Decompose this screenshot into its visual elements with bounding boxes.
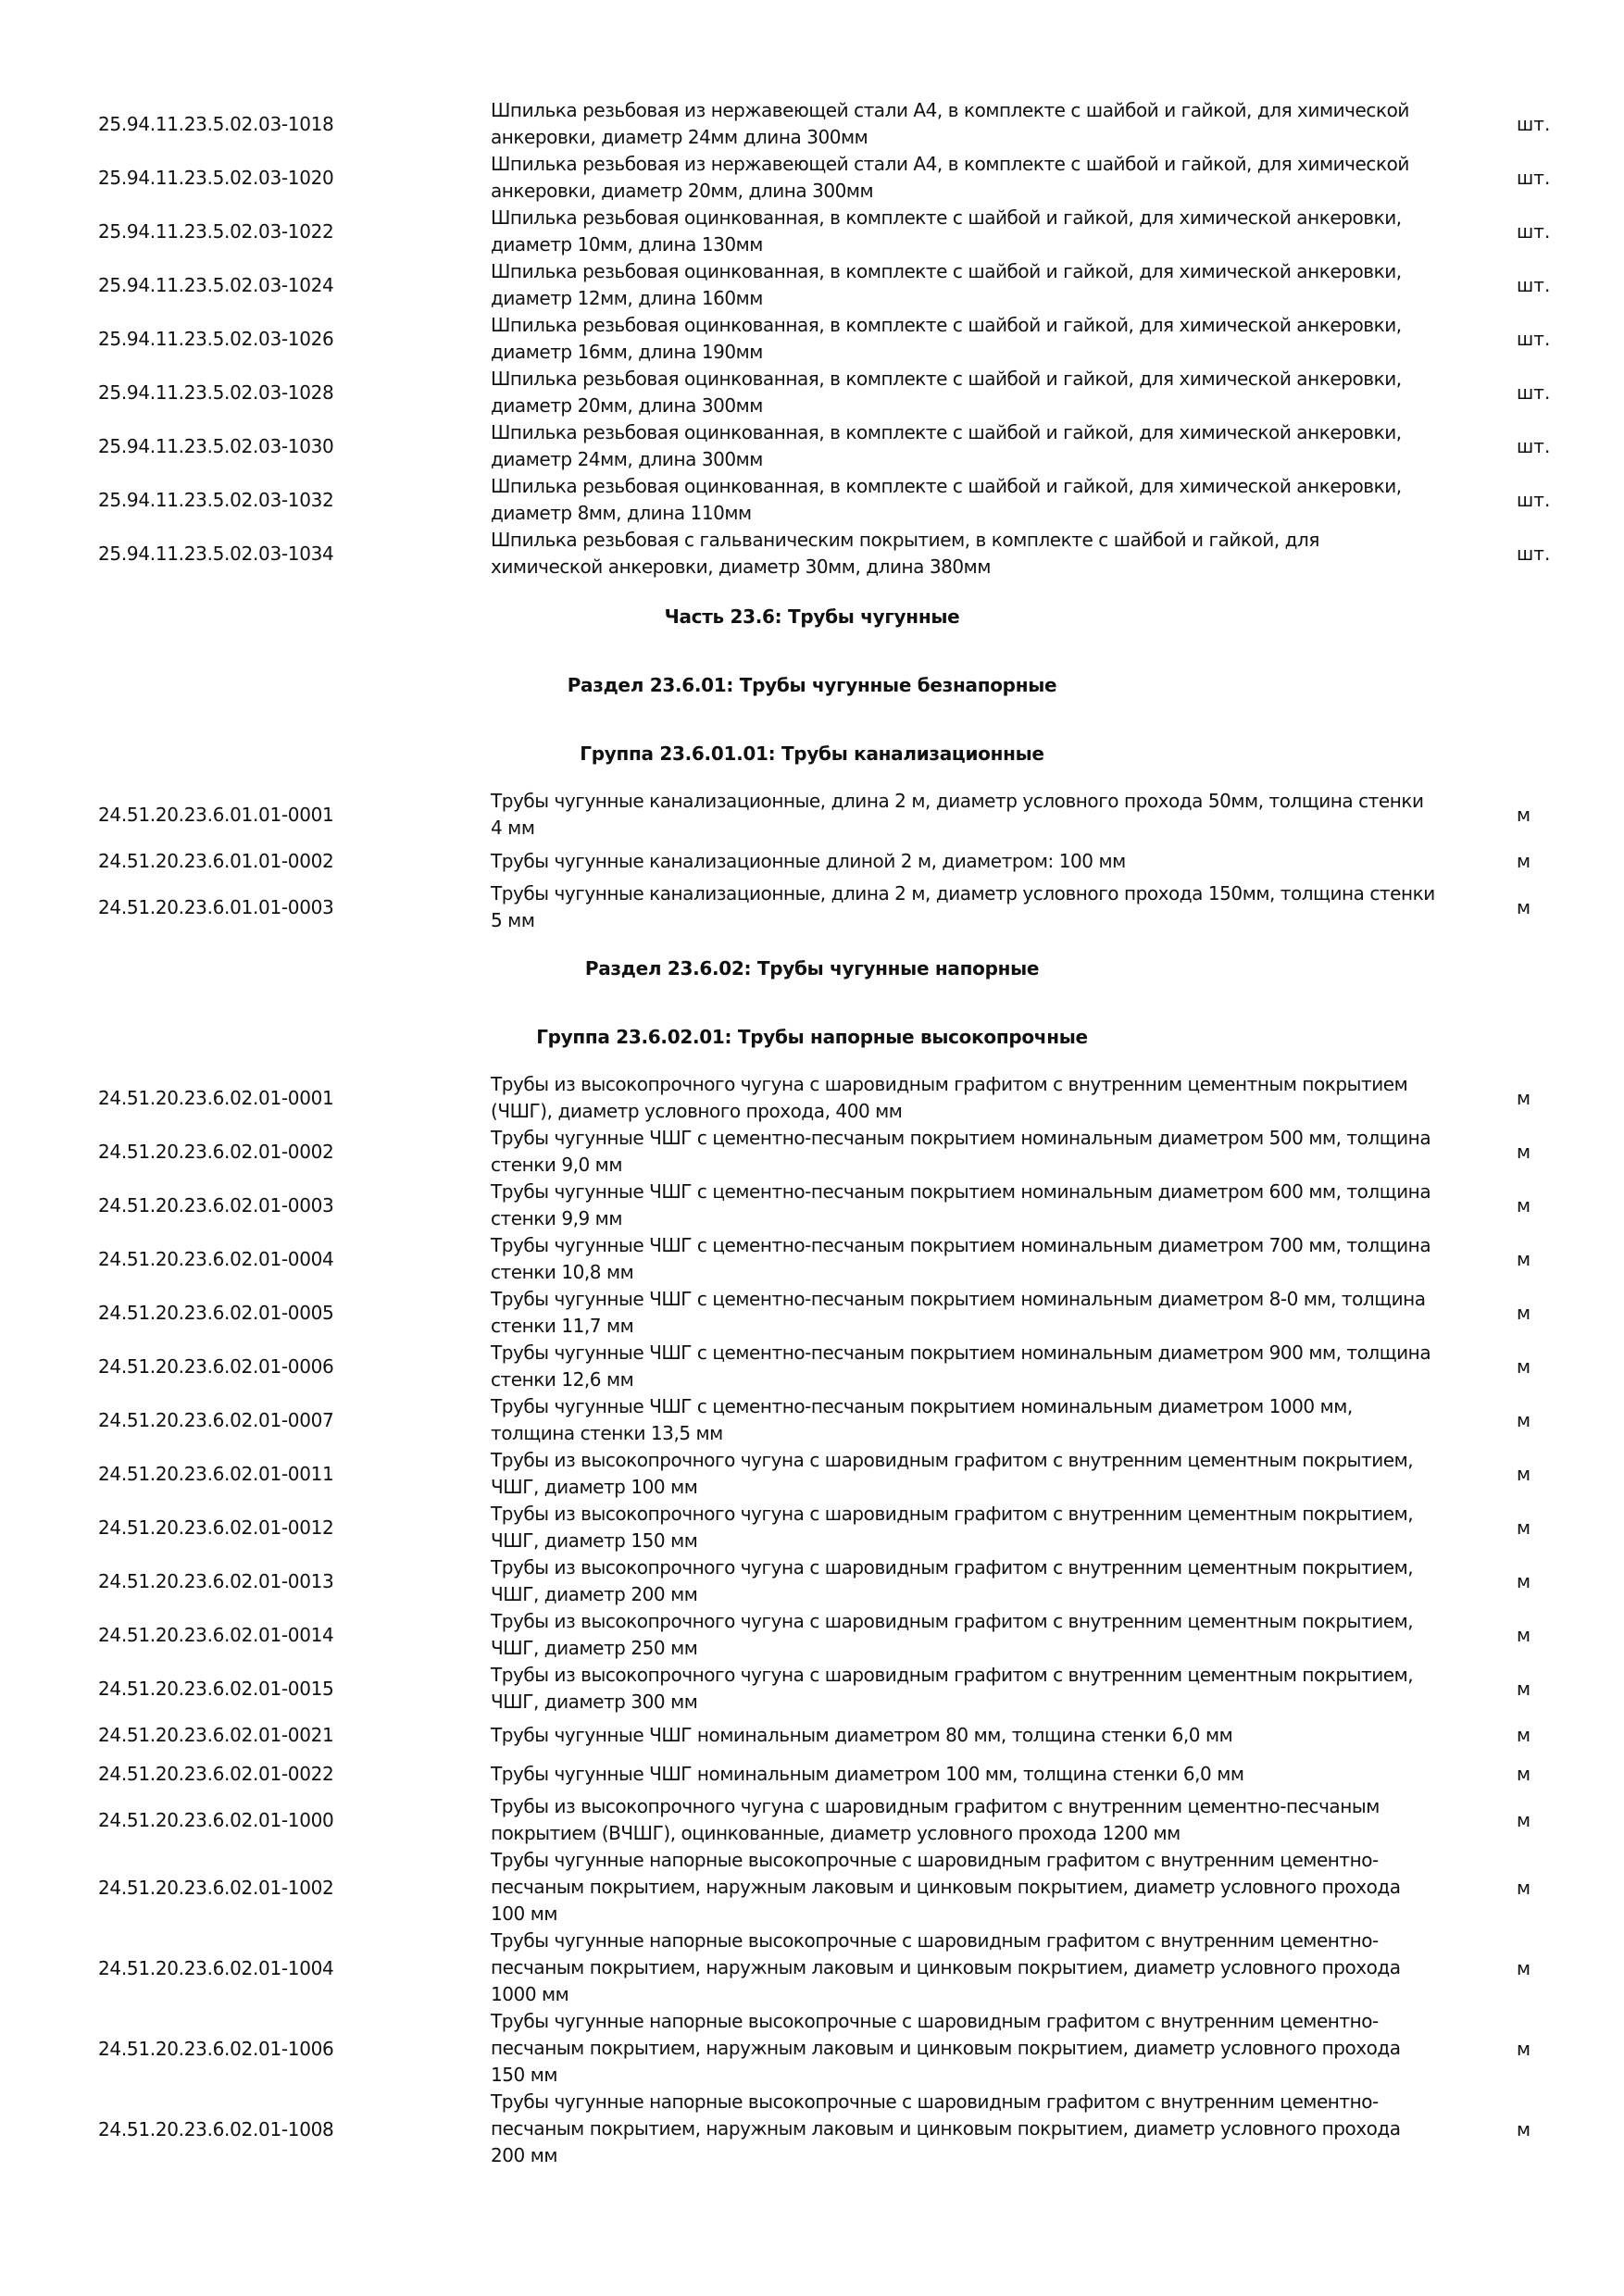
item-unit: м	[1517, 1087, 1531, 1109]
table-row	[0, 419, 1624, 473]
item-name: Шпилька резьбовая оцинкованная, в комплекте с шайбой и гайкой, для химической анкеровки, диаметр 10мм, длина 130мм	[491, 206, 1402, 256]
item-unit: м	[1517, 1624, 1531, 1646]
table-row	[0, 1793, 1624, 1847]
table-row	[0, 151, 1624, 205]
item-code: 24.51.20.23.6.02.01-0021	[98, 1724, 334, 1746]
table-row	[0, 1662, 1624, 1716]
item-unit: м	[1517, 1516, 1531, 1539]
item-unit: шт.	[1517, 113, 1551, 135]
item-name: Шпилька резьбовая оцинкованная, в комплекте с шайбой и гайкой, для химической анкеровки, диаметр 24мм, длина 300мм	[491, 421, 1402, 470]
item-name: Трубы из высокопрочного чугуна с шаровидным графитом с внутренним цементным покрытием (ЧШГ), диаметр условного прохода, 400 мм	[491, 1073, 1408, 1122]
table-row	[0, 1393, 1624, 1447]
item-code: 24.51.20.23.6.02.01-1008	[98, 2117, 334, 2140]
item-code: 24.51.20.23.6.02.01-0022	[98, 1763, 334, 1785]
item-unit: шт.	[1517, 381, 1551, 404]
table-row	[0, 1179, 1624, 1232]
item-unit: м	[1517, 2037, 1531, 2060]
item-unit: м	[1517, 804, 1531, 826]
table-row	[0, 97, 1624, 151]
item-unit: м	[1517, 1956, 1531, 1979]
item-unit: м	[1517, 1141, 1531, 1163]
item-code: 24.51.20.23.6.02.01-0002	[98, 1141, 334, 1163]
item-name: Трубы чугунные канализационные, длина 2 м, диаметр условного прохода 50мм, толщина стенки 4 мм	[491, 790, 1424, 839]
item-name: Трубы чугунные ЧШГ с цементно-песчаным покрытием номинальным диаметром 900 мм, толщина стенки 12,6 мм	[491, 1341, 1431, 1391]
item-code: 25.94.11.23.5.02.03-1034	[98, 543, 334, 565]
item-name: Трубы чугунные напорные высокопрочные с шаровидным графитом с внутренним цементно-песчаным покрытием, наружным лаковым и цинковым покрытием, диаметр условного прохода 200 мм	[491, 2090, 1401, 2166]
table-row	[0, 2008, 1624, 2089]
item-name: Шпилька резьбовая с гальваническим покрытием, в комплекте с шайбой и гайкой, для химической анкеровки, диаметр 30мм, длина 380мм	[491, 529, 1319, 578]
item-code: 24.51.20.23.6.02.01-0014	[98, 1624, 334, 1646]
table-row	[0, 258, 1624, 312]
item-unit: м	[1517, 1678, 1531, 1700]
item-name: Трубы из высокопрочного чугуна с шаровидным графитом с внутренним цементно-песчаным покрытием (ВЧШГ), оцинкованные, диаметр условного прохода 1200 мм	[491, 1795, 1380, 1844]
item-unit: м	[1517, 1463, 1531, 1485]
item-code: 24.51.20.23.6.02.01-0007	[98, 1409, 334, 1431]
part-heading: Часть 23.6: Трубы чугунные	[664, 605, 960, 628]
item-name: Трубы чугунные ЧШГ с цементно-песчаным покрытием номинальным диаметром 600 мм, толщина стенки 9,9 мм	[491, 1180, 1431, 1229]
item-unit: шт.	[1517, 489, 1551, 511]
item-unit: м	[1517, 1809, 1531, 1831]
item-name: Трубы чугунные напорные высокопрочные с шаровидным графитом с внутренним цементно-песчаным покрытием, наружным лаковым и цинковым покрытием, диаметр условного прохода 1000 мм	[491, 1929, 1401, 2005]
item-unit: м	[1517, 1409, 1531, 1431]
item-unit: шт.	[1517, 435, 1551, 457]
item-name: Трубы чугунные ЧШГ с цементно-песчаным покрытием номинальным диаметром 1000 мм, толщина стенки 13,5 мм	[491, 1395, 1353, 1444]
table-row	[0, 1071, 1624, 1125]
item-code: 24.51.20.23.6.02.01-0012	[98, 1516, 334, 1539]
group-heading: Группа 23.6.01.01: Трубы канализационные	[580, 742, 1044, 765]
item-unit: шт.	[1517, 274, 1551, 296]
item-name: Трубы чугунные ЧШГ номинальным диаметром 100 мм, толщина стенки 6,0 мм	[491, 1762, 1244, 1785]
table-row	[0, 788, 1624, 842]
table-row	[0, 473, 1624, 527]
item-code: 24.51.20.23.6.02.01-0011	[98, 1463, 334, 1485]
group-heading: Группа 23.6.02.01: Трубы напорные высокопрочные	[536, 1026, 1088, 1048]
item-unit: м	[1517, 1876, 1531, 1899]
item-name: Трубы чугунные ЧШГ с цементно-песчаным покрытием номинальным диаметром 8-0 мм, толщина стенки 11,7 мм	[491, 1288, 1426, 1337]
item-code: 24.51.20.23.6.02.01-1006	[98, 2037, 334, 2060]
section-heading: Раздел 23.6.02: Трубы чугунные напорные	[584, 957, 1040, 980]
item-unit: м	[1517, 850, 1531, 872]
item-name: Трубы чугунные напорные высокопрочные с шаровидным графитом с внутренним цементно-песчаным покрытием, наружным лаковым и цинковым покрытием, диаметр условного прохода 100 мм	[491, 1849, 1401, 1925]
item-name: Трубы из высокопрочного чугуна с шаровидным графитом с внутренним цементным покрытием, ЧШГ, диаметр 250 мм	[491, 1610, 1414, 1659]
item-code: 24.51.20.23.6.02.01-1002	[98, 1876, 334, 1899]
item-name: Шпилька резьбовая оцинкованная, в комплекте с шайбой и гайкой, для химической анкеровки, диаметр 16мм, длина 190мм	[491, 314, 1402, 363]
item-unit: м	[1517, 1763, 1531, 1785]
item-code: 25.94.11.23.5.02.03-1026	[98, 328, 334, 350]
table-row	[0, 1754, 1624, 1793]
item-code: 25.94.11.23.5.02.03-1028	[98, 381, 334, 404]
table-row	[0, 312, 1624, 366]
table-row	[0, 1125, 1624, 1179]
item-code: 25.94.11.23.5.02.03-1020	[98, 167, 334, 189]
section-heading: Раздел 23.6.01: Трубы чугунные безнапорные	[567, 674, 1057, 696]
table-row	[0, 1847, 1624, 1928]
table-row	[0, 1447, 1624, 1501]
item-unit: шт.	[1517, 220, 1551, 243]
item-name: Трубы чугунные ЧШГ с цементно-песчаным покрытием номинальным диаметром 500 мм, толщина стенки 9,0 мм	[491, 1127, 1431, 1176]
item-name: Трубы из высокопрочного чугуна с шаровидным графитом с внутренним цементным покрытием, ЧШГ, диаметр 200 мм	[491, 1556, 1414, 1605]
table-row	[0, 527, 1624, 580]
item-unit: шт.	[1517, 543, 1551, 565]
item-unit: шт.	[1517, 328, 1551, 350]
item-name: Шпилька резьбовая из нержавеющей стали А4, в комплекте с шайбой и гайкой, для химической анкеровки, диаметр 24мм длина 300мм	[491, 99, 1409, 148]
item-code: 24.51.20.23.6.02.01-0003	[98, 1194, 334, 1217]
item-code: 25.94.11.23.5.02.03-1022	[98, 220, 334, 243]
item-name: Шпилька резьбовая оцинкованная, в комплекте с шайбой и гайкой, для химической анкеровки, диаметр 20мм, длина 300мм	[491, 368, 1402, 417]
item-code: 24.51.20.23.6.02.01-0006	[98, 1355, 334, 1378]
item-unit: м	[1517, 2117, 1531, 2140]
item-unit: м	[1517, 1194, 1531, 1217]
item-code: 25.94.11.23.5.02.03-1024	[98, 274, 334, 296]
item-code: 24.51.20.23.6.02.01-0015	[98, 1678, 334, 1700]
table-row	[0, 1928, 1624, 2008]
item-unit: м	[1517, 1724, 1531, 1746]
item-code: 24.51.20.23.6.01.01-0002	[98, 850, 334, 872]
item-name: Трубы чугунные канализационные, длина 2 м, диаметр условного прохода 150мм, толщина стенки 5 мм	[491, 882, 1435, 931]
item-unit: м	[1517, 1302, 1531, 1324]
table-row	[0, 1554, 1624, 1608]
table-row	[0, 1232, 1624, 1286]
table-row	[0, 1608, 1624, 1662]
table-row	[0, 880, 1624, 934]
item-code: 25.94.11.23.5.02.03-1032	[98, 489, 334, 511]
item-unit: м	[1517, 896, 1531, 918]
item-unit: м	[1517, 1570, 1531, 1592]
table-row	[0, 366, 1624, 419]
item-unit: м	[1517, 1248, 1531, 1270]
item-code: 24.51.20.23.6.02.01-0013	[98, 1570, 334, 1592]
item-name: Трубы из высокопрочного чугуна с шаровидным графитом с внутренним цементным покрытием, ЧШГ, диаметр 150 мм	[491, 1503, 1414, 1552]
item-name: Трубы чугунные ЧШГ номинальным диаметром 80 мм, толщина стенки 6,0 мм	[491, 1723, 1233, 1746]
item-code: 24.51.20.23.6.02.01-1004	[98, 1956, 334, 1979]
item-unit: м	[1517, 1355, 1531, 1378]
item-code: 25.94.11.23.5.02.03-1030	[98, 435, 334, 457]
item-code: 24.51.20.23.6.02.01-0005	[98, 1302, 334, 1324]
item-name: Трубы чугунные ЧШГ с цементно-песчаным покрытием номинальным диаметром 700 мм, толщина стенки 10,8 мм	[491, 1234, 1431, 1283]
table-row	[0, 1340, 1624, 1393]
item-code: 24.51.20.23.6.01.01-0003	[98, 896, 334, 918]
item-code: 25.94.11.23.5.02.03-1018	[98, 113, 334, 135]
item-code: 24.51.20.23.6.02.01-1000	[98, 1809, 334, 1831]
table-row	[0, 205, 1624, 258]
item-name: Трубы чугунные напорные высокопрочные с шаровидным графитом с внутренним цементно-песчаным покрытием, наружным лаковым и цинковым покрытием, диаметр условного прохода 150 мм	[491, 2010, 1401, 2086]
table-row	[0, 1716, 1624, 1754]
item-unit: шт.	[1517, 167, 1551, 189]
item-name: Шпилька резьбовая оцинкованная, в комплекте с шайбой и гайкой, для химической анкеровки, диаметр 12мм, длина 160мм	[491, 260, 1402, 309]
table-row	[0, 2089, 1624, 2169]
table-row	[0, 842, 1624, 880]
item-name: Трубы из высокопрочного чугуна с шаровидным графитом с внутренним цементным покрытием, ЧШГ, диаметр 100 мм	[491, 1449, 1414, 1498]
table-row	[0, 1286, 1624, 1340]
table-row	[0, 1501, 1624, 1554]
item-code: 24.51.20.23.6.02.01-0001	[98, 1087, 334, 1109]
item-name: Трубы чугунные канализационные длиной 2 м, диаметром: 100 мм	[491, 849, 1126, 872]
item-name: Трубы из высокопрочного чугуна с шаровидным графитом с внутренним цементным покрытием, ЧШГ, диаметр 300 мм	[491, 1664, 1414, 1713]
item-name: Шпилька резьбовая оцинкованная, в комплекте с шайбой и гайкой, для химической анкеровки, диаметр 8мм, длина 110мм	[491, 475, 1402, 524]
item-code: 24.51.20.23.6.02.01-0004	[98, 1248, 334, 1270]
item-name: Шпилька резьбовая из нержавеющей стали А4, в комплекте с шайбой и гайкой, для химической анкеровки, диаметр 20мм, длина 300мм	[491, 153, 1409, 202]
item-code: 24.51.20.23.6.01.01-0001	[98, 804, 334, 826]
